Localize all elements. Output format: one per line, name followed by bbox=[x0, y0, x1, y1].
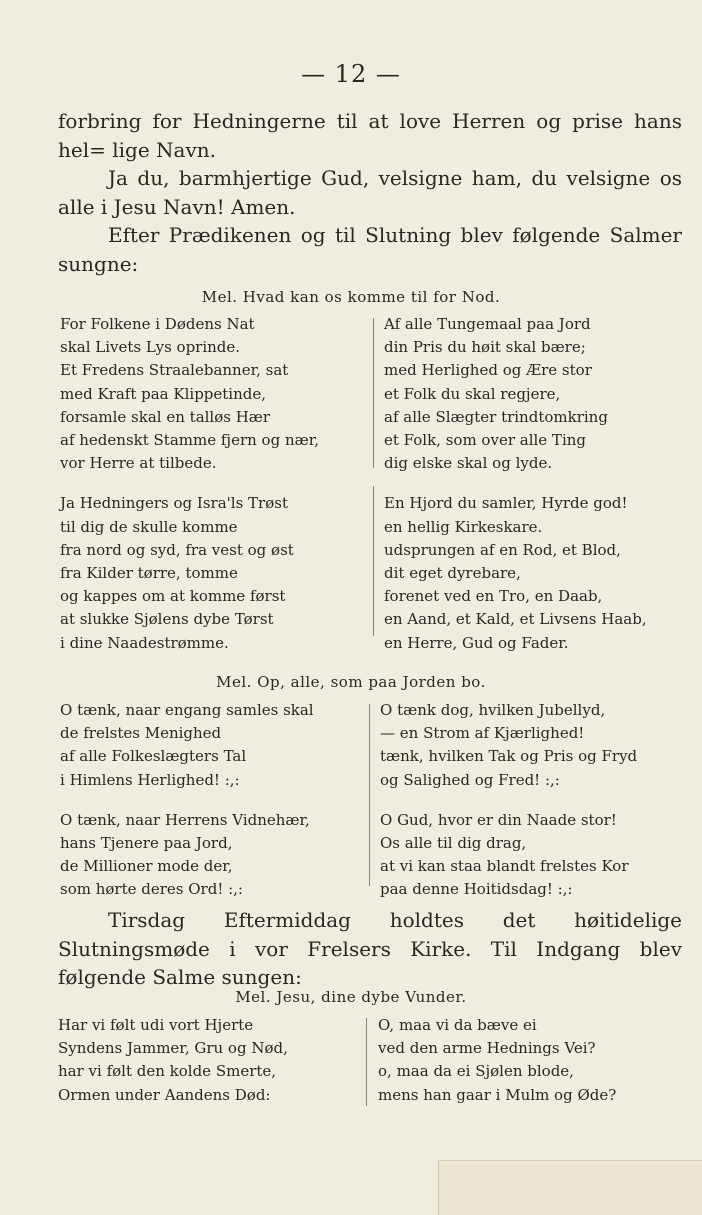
verse-line: hans Tjenere paa Jord, bbox=[60, 834, 233, 853]
verse-line: Et Fredens Straalebanner, sat bbox=[60, 361, 289, 380]
intro-text bbox=[58, 107, 682, 278]
verse-line: som hørte deres Ord! :,: bbox=[60, 880, 243, 899]
verse-line: at vi kan staa blandt frelstes Kor bbox=[380, 857, 629, 876]
verse-line: et Folk, som over alle Ting bbox=[384, 431, 587, 450]
verse-line: O tænk, naar Herrens Vidnehær, bbox=[60, 810, 310, 829]
verse-line: i Himlens Herlighed! :,: bbox=[60, 770, 240, 789]
verse-line: med Herlighed og Ære stor bbox=[384, 361, 592, 380]
hymn-left-column bbox=[60, 699, 314, 902]
verse-line: dit eget dyrebare, bbox=[384, 564, 521, 583]
column-divider bbox=[373, 486, 374, 636]
hymn-right-column bbox=[380, 699, 637, 902]
verse-line: ved den arme Hednings Vei? bbox=[378, 1039, 596, 1058]
verse-line: Os alle til dig drag, bbox=[380, 834, 527, 853]
verse-line: fra nord og syd, fra vest og øst bbox=[60, 540, 294, 559]
verse-line: din Pris du høit skal bære; bbox=[384, 338, 586, 357]
hymn-left-column bbox=[58, 1014, 288, 1107]
verse-line: Af alle Tungemaal paa Jord bbox=[384, 315, 591, 333]
verse-line: har vi følt den kolde Smerte, bbox=[58, 1062, 277, 1081]
verse-line: til dig de skulle komme bbox=[60, 517, 238, 536]
column-divider bbox=[366, 1018, 367, 1106]
verse-line: fra Kilder tørre, tomme bbox=[60, 564, 238, 583]
verse-line: o, maa da ei Sjølen blode, bbox=[378, 1062, 574, 1081]
tuesday-paragraph: Tirsdag Eftermiddag holdtes det høitidelige Slutningsmøde i vor Frelsers Kirke. Til Indgang blev følgende Salme sungen: bbox=[58, 908, 682, 989]
verse-line: at slukke Sjølens dybe Tørst bbox=[60, 610, 274, 629]
verse-line: skal Livets Lys oprinde. bbox=[60, 338, 241, 357]
verse-line: af hedenskt Stamme fjern og nær, bbox=[60, 431, 319, 450]
verse-line: en Herre, Gud og Fader. bbox=[384, 633, 569, 652]
verse-line: Ormen under Aandens Død: bbox=[58, 1085, 271, 1104]
verse-line: mens han gaar i Mulm og Øde? bbox=[378, 1085, 617, 1104]
verse-line: For Folkene i Dødens Nat bbox=[60, 315, 255, 333]
column-divider bbox=[369, 704, 370, 886]
hymn-left-column bbox=[60, 313, 319, 655]
verse-line: og Salighed og Fred! :,: bbox=[380, 770, 560, 789]
hymn-melody: Mel. Hvad kan os komme til for Nod. bbox=[201, 288, 501, 306]
verse-line: O, maa vi da bæve ei bbox=[378, 1016, 537, 1034]
verse-line: Har vi følt udi vort Hjerte bbox=[58, 1016, 254, 1034]
verse-line: og kappes om at komme først bbox=[60, 587, 286, 606]
verse-line: udsprungen af en Rod, et Blod, bbox=[384, 540, 621, 559]
verse-line: en hellig Kirkeskare. bbox=[384, 517, 543, 536]
verse-line: med Kraft paa Klippetinde, bbox=[60, 384, 267, 403]
tuesday-text bbox=[58, 906, 682, 992]
verse-line: O tænk, naar engang samles skal bbox=[60, 701, 314, 719]
intro-paragraph: Efter Prædikenen og til Slutning blev følgende Salmer sungne: bbox=[58, 223, 682, 276]
page-number: — 12 — bbox=[301, 60, 401, 88]
verse-line: i dine Naadestrømme. bbox=[60, 633, 229, 652]
verse-line: forenet ved en Tro, en Daab, bbox=[384, 587, 603, 606]
intro-paragraph: forbring for Hedningerne til at love Herren og prise hans hel= lige Navn. bbox=[58, 109, 682, 162]
intro-paragraph: Ja du, barmhjertige Gud, velsigne ham, du velsigne os alle i Jesu Navn! Amen. bbox=[58, 166, 682, 219]
verse-line: forsamle skal en talløs Hær bbox=[60, 407, 271, 426]
verse-line: paa denne Hoitidsdag! :,: bbox=[380, 880, 573, 899]
verse-line: Ja Hedningers og Isra'ls Trøst bbox=[60, 494, 288, 513]
verse-line: af alle Slægter trindtomkring bbox=[384, 407, 608, 426]
hymn-right-column bbox=[378, 1014, 616, 1107]
verse-line: vor Herre at tilbede. bbox=[60, 454, 217, 473]
hymn-melody: Mel. Op, alle, som paa Jorden bo. bbox=[216, 673, 486, 691]
verse-line: af alle Folkeslægters Tal bbox=[60, 747, 247, 766]
hymn-right-column bbox=[384, 313, 647, 655]
verse-line: — en Strom af Kjærlighed! bbox=[380, 724, 585, 743]
page-edge-shadow bbox=[438, 1160, 702, 1215]
verse-line: O tænk dog, hvilken Jubellyd, bbox=[380, 701, 606, 719]
verse-line: de frelstes Menighed bbox=[60, 724, 222, 743]
verse-line: Syndens Jammer, Gru og Nød, bbox=[58, 1039, 288, 1058]
verse-line: en Aand, et Kald, et Livsens Haab, bbox=[384, 610, 647, 629]
column-divider bbox=[373, 318, 374, 468]
hymn-melody: Mel. Jesu, dine dybe Vunder. bbox=[235, 988, 467, 1006]
verse-line: de Millioner mode der, bbox=[60, 857, 233, 876]
verse-line: dig elske skal og lyde. bbox=[384, 454, 553, 473]
verse-line: et Folk du skal regjere, bbox=[384, 384, 561, 403]
verse-line: tænk, hvilken Tak og Pris og Fryd bbox=[380, 747, 638, 766]
verse-line: O Gud, hvor er din Naade stor! bbox=[380, 810, 617, 829]
verse-line: En Hjord du samler, Hyrde god! bbox=[384, 494, 628, 513]
